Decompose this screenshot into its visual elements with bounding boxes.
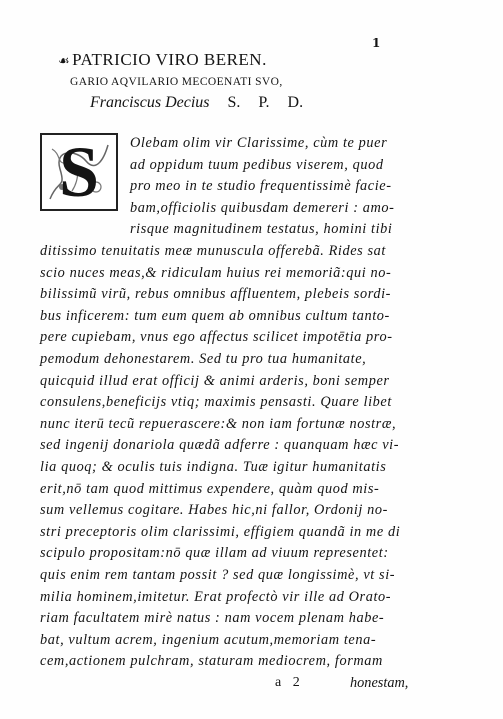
heading-line-3 bbox=[90, 94, 390, 112]
body-line: erit,nō tam quod mittimus expendere, quàm quod mis- bbox=[40, 480, 380, 497]
decorated-initial bbox=[40, 133, 118, 211]
body-line: bat, vultum acrem, ingenium acutum,memoriam tena- bbox=[40, 631, 377, 648]
folio-number: 1 bbox=[372, 36, 381, 50]
body-line: sed ingenij donariola quædã adferre : quanquam hæc vi- bbox=[40, 437, 400, 454]
body-line: stri preceptoris olim clarissimi, effigiem quandã in me di bbox=[40, 523, 401, 540]
body-line: nunc iterū tecũ repuerascere:& non iam fortunæ nostræ, bbox=[40, 415, 397, 432]
body-line: quicquid illud erat officij & animi arderis, boni semper bbox=[40, 372, 390, 389]
initial-letter: S bbox=[58, 132, 100, 212]
body-line: milia hominem,imitetur. Erat profectò vir ille ad Orato- bbox=[40, 588, 392, 605]
body-line: scipulo propositam:nō quæ illam ad viuum representet: bbox=[40, 545, 389, 562]
body-line: pere cupiebam, vnus ego affectus scilicet impotētia pro- bbox=[40, 329, 393, 346]
author-name: Franciscus Decius bbox=[90, 94, 210, 111]
heading-line-1 bbox=[58, 50, 388, 70]
body-line: bam,officiolis quibusdam demereri : amo- bbox=[130, 199, 395, 216]
body-line: pemodum dehonestarem. Sed tu pro tua humanitate, bbox=[40, 351, 367, 367]
body-line: riam facultatem mirè natus : nam vocem plenam habe- bbox=[40, 610, 385, 627]
signature-mark: a 2 bbox=[275, 675, 304, 690]
salutation: S. P. D. bbox=[227, 94, 304, 111]
body-line: cem,actionem pulchram, staturam mediocrem, formam bbox=[40, 653, 383, 670]
body-line: ditissimo tenuitatis meæ munuscula offerebã. Rides sat bbox=[40, 243, 386, 259]
body-line: scio nuces meas,& ridiculam huius rei memoriã:qui no- bbox=[40, 264, 392, 281]
body-line: Olebam olim vir Clarissime, cùm te puer bbox=[130, 135, 388, 151]
heading-line-2: GARIO AQVILARIO MECOENATI SVO, bbox=[70, 76, 283, 88]
body-line: lia quoq; & oculis tuis indigna. Tuæ igitur humanitatis bbox=[40, 459, 387, 475]
body-line: bilissimũ virũ, rebus omnibus affluentem, plebeis sordi- bbox=[40, 286, 392, 303]
body-line: pro meo in te studio frequentissimè facie- bbox=[130, 178, 392, 195]
fleuron-icon: ☙ bbox=[58, 53, 71, 68]
body-line: risque magnitudinem testatus, homini tibi bbox=[130, 221, 393, 238]
body-line: sum vellemus cogitare. Habes hic,ni fallor, Ordonij no- bbox=[40, 502, 389, 519]
heading-line-1-text: PATRICIO VIRO BEREN. bbox=[72, 50, 267, 69]
body-line: ad oppidum tuum pedibus viserem, quod bbox=[130, 156, 384, 173]
body-line: consulens,beneficijs vtiq; maximis pensasti. Quare libet bbox=[40, 394, 392, 411]
catchword: honestam, bbox=[350, 675, 409, 691]
body-line: quis enim rem tantam possit ? sed quæ longissimè, vt si- bbox=[40, 567, 396, 583]
body-line: bus inficerem: tum eum quem ab omnibus cultum tanto- bbox=[40, 307, 390, 324]
